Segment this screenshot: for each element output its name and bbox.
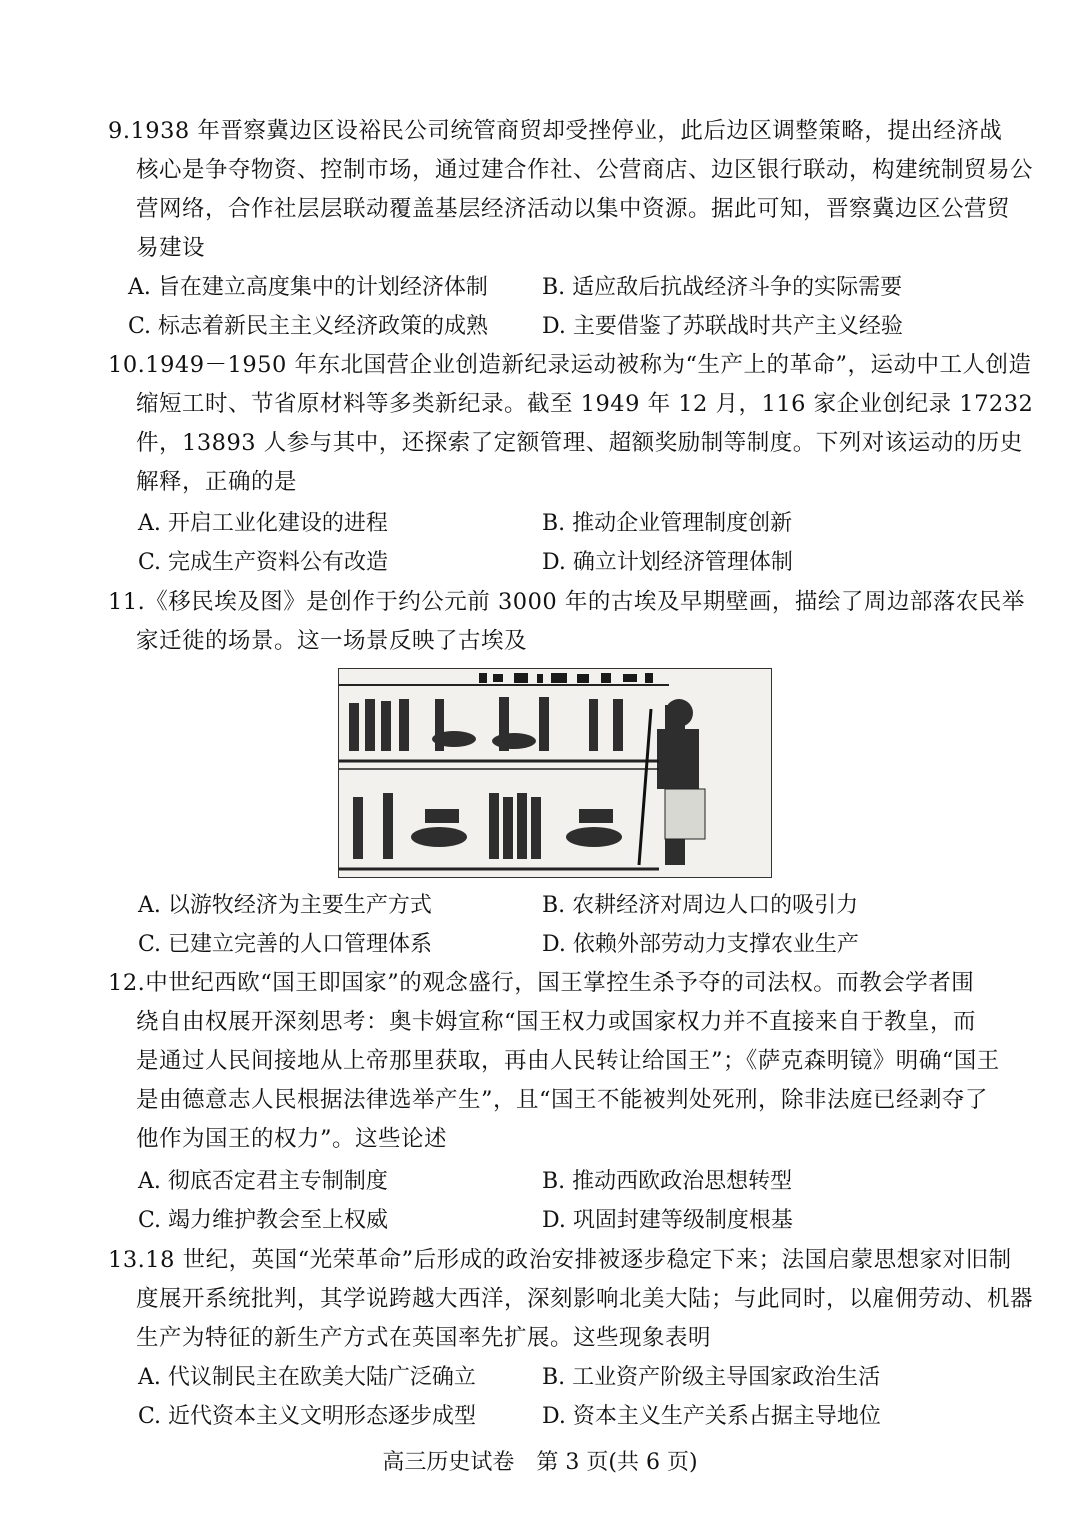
option-d[interactable]: D. 资本主义生产关系占据主导地位 [542,1404,881,1429]
option-c[interactable]: C. 标志着新民主主义经济政策的成熟 [128,314,489,339]
question-10 [108,346,1034,502]
question-stem-line: 度展开系统批判，其学说跨越大西洋，深刻影响北美大陆；与此同时，以雇佣劳动、机器 [136,1286,1034,1312]
option-c[interactable]: C. 完成生产资料公有改造 [138,550,389,575]
option-c[interactable]: C. 已建立完善的人口管理体系 [138,932,433,957]
option-d[interactable]: D. 依赖外部劳动力支撑农业生产 [542,932,859,957]
mural-illustration [339,669,771,877]
question-stem-line: 生产为特征的新生产方式在英国率先扩展。这些现象表明 [136,1325,712,1351]
option-a[interactable]: A. 代议制民主在欧美大陆广泛确立 [138,1365,476,1390]
question-stem-line: 12.中世纪西欧“国王即国家”的观念盛行，国王掌控生杀予夺的司法权。而教会学者围 [108,970,975,996]
question-stem-line: 9.1938 年晋察冀边区设裕民公司统管商贸却受挫停业，此后边区调整策略，提出经济战 [108,118,1003,144]
question-12 [108,964,1000,1159]
option-b[interactable]: B. 工业资产阶级主导国家政治生活 [542,1365,881,1390]
question-stem-line: 13.18 世纪，英国“光荣革命”后形成的政治安排被逐步稳定下来；法国启蒙思想家对旧制 [108,1247,1012,1273]
question-stem-line: 缩短工时、节省原材料等多类新纪录。截至 1949 年 12 月，116 家企业创纪录 17232 [136,391,1034,417]
question-stem-line: 他作为国王的权力”。这些论述 [136,1126,448,1152]
option-c[interactable]: C. 竭力维护教会至上权威 [138,1208,389,1233]
option-d[interactable]: D. 主要借鉴了苏联战时共产主义经验 [542,314,903,339]
option-b[interactable]: B. 推动西欧政治思想转型 [542,1169,793,1194]
question-stem-line: 件，13893 人参与其中，还探索了定额管理、超额奖励制等制度。下列对该运动的历史 [136,430,1023,456]
question-stem-line: 易建设 [136,235,206,261]
question-13 [108,1241,1034,1358]
question-stem-line: 10.1949－1950 年东北国营企业创造新纪录运动被称为“生产上的革命”，运动中工人创造 [108,352,1032,378]
page-footer: 高三历史试卷 第 3 页(共 6 页) [382,1450,698,1475]
option-d[interactable]: D. 确立计划经济管理体制 [542,550,793,575]
question-stem-line: 是通过人民间接地从上帝那里获取，再由人民转让给国王”；《萨克森明镜》明确“国王 [136,1048,1000,1074]
question-stem-line: 绕自由权展开深刻思考：奥卡姆宣称“国王权力或国家权力并不直接来自于教皇，而 [136,1009,977,1035]
question-11 [108,583,1025,661]
question-stem-line: 11.《移民埃及图》是创作于约公元前 3000 年的古埃及早期壁画，描绘了周边部落农民举 [108,589,1025,615]
question-number: 11. [108,589,146,615]
option-a[interactable]: A. 旨在建立高度集中的计划经济体制 [128,275,488,300]
question-stem-line: 解释，正确的是 [136,469,298,495]
option-a[interactable]: A. 以游牧经济为主要生产方式 [138,893,432,918]
question-number: 10. [108,352,146,378]
option-b[interactable]: B. 推动企业管理制度创新 [542,511,793,536]
question-number: 13. [108,1247,146,1273]
option-a[interactable]: A. 开启工业化建设的进程 [138,511,388,536]
question-stem-line: 营网络，合作社层层联动覆盖基层经济活动以集中资源。据此可知，晋察冀边区公营贸 [136,196,1011,222]
option-a[interactable]: A. 彻底否定君主专制制度 [138,1169,388,1194]
question-9 [108,112,1034,268]
option-c[interactable]: C. 近代资本主义文明形态逐步成型 [138,1404,477,1429]
question-number: 12. [108,970,146,996]
egyptian-mural-image [338,668,772,878]
option-d[interactable]: D. 巩固封建等级制度根基 [542,1208,793,1233]
question-stem-line: 核心是争夺物资、控制市场，通过建合作社、公营商店、边区银行联动，构建统制贸易公 [136,157,1034,183]
question-stem-line: 家迁徙的场景。这一场景反映了古埃及 [136,628,528,654]
option-b[interactable]: B. 适应敌后抗战经济斗争的实际需要 [542,275,903,300]
question-stem-line: 是由德意志人民根据法律选举产生”，且“国王不能被判处死刑，除非法庭已经剥夺了 [136,1087,989,1113]
question-number: 9. [108,118,131,144]
option-b[interactable]: B. 农耕经济对周边人口的吸引力 [542,893,859,918]
